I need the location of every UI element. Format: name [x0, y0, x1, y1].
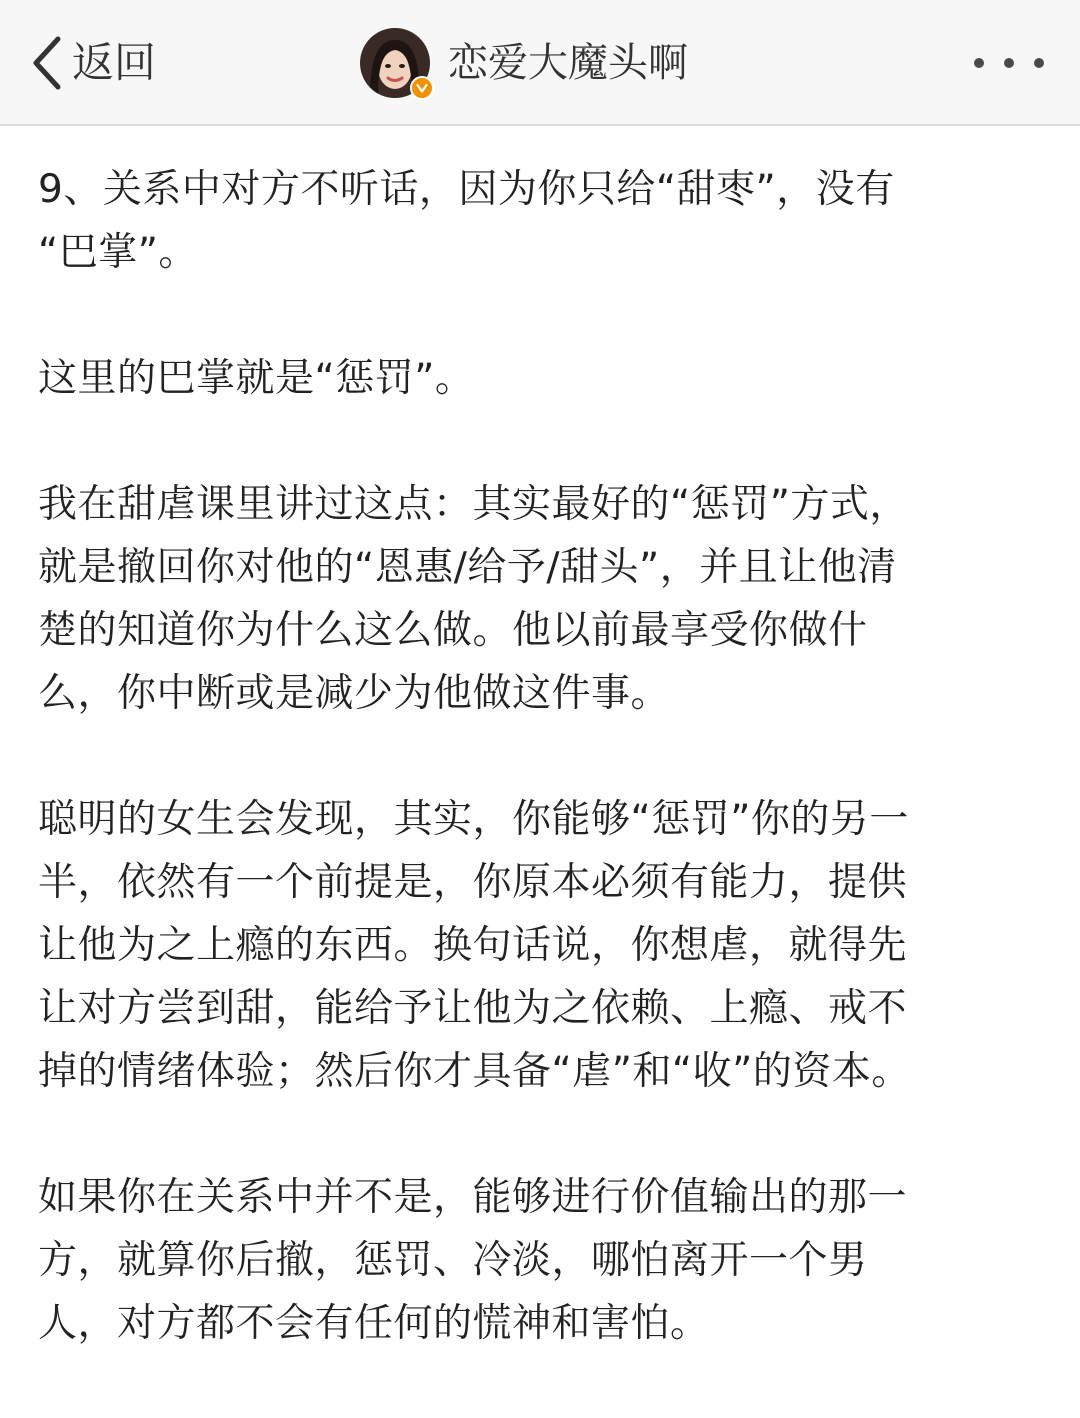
avatar[interactable] — [360, 28, 430, 98]
post-paragraph: 这里的巴掌就是“惩罚”。 — [38, 356, 475, 401]
more-dot-icon — [974, 58, 984, 68]
more-dot-icon — [1004, 58, 1014, 68]
verified-badge-icon — [410, 76, 434, 100]
back-label: 返回 — [72, 38, 157, 87]
chevron-left-icon — [30, 35, 64, 91]
author-header[interactable] — [360, 27, 688, 99]
more-options-button[interactable] — [974, 48, 1044, 78]
author-nickname[interactable]: 恋爱大魔头啊 — [448, 40, 688, 86]
navigation-bar — [0, 0, 1080, 126]
post-paragraph: 我在甜虐课里讲过这点：其实最好的“惩罚”方式， 就是撤回你对他的“恩惠/给予/甜头”，并且让他清 楚的知道你为什么这么做。他以前最享受你做什 么，你中断或是减少为他做这件事。 — [38, 482, 909, 716]
back-button[interactable] — [30, 30, 156, 96]
post-paragraph: 如果你在关系中并不是，能够进行价值输出的那一 方，就算你后撤，惩罚、冷淡，哪怕离开一个男 人，对方都不会有任何的慌神和害怕。 — [38, 1175, 908, 1346]
more-dot-icon — [1034, 58, 1044, 68]
post-body — [38, 158, 1028, 1418]
post-paragraph: 9、关系中对方不听话，因为你只给“甜枣”，没有 “巴掌”。 — [38, 167, 895, 275]
post-paragraph: 聪明的女生会发现，其实，你能够“惩罚”你的另一 半，依然有一个前提是，你原本必须有能力，提供 让他为之上瘾的东西。换句话说，你想虐，就得先 让对方尝到甜，能给予让他为之依赖、上瘾、戒不 掉的情绪体验；然后你才具备“虐”和“收”的资本。 — [38, 797, 911, 1094]
